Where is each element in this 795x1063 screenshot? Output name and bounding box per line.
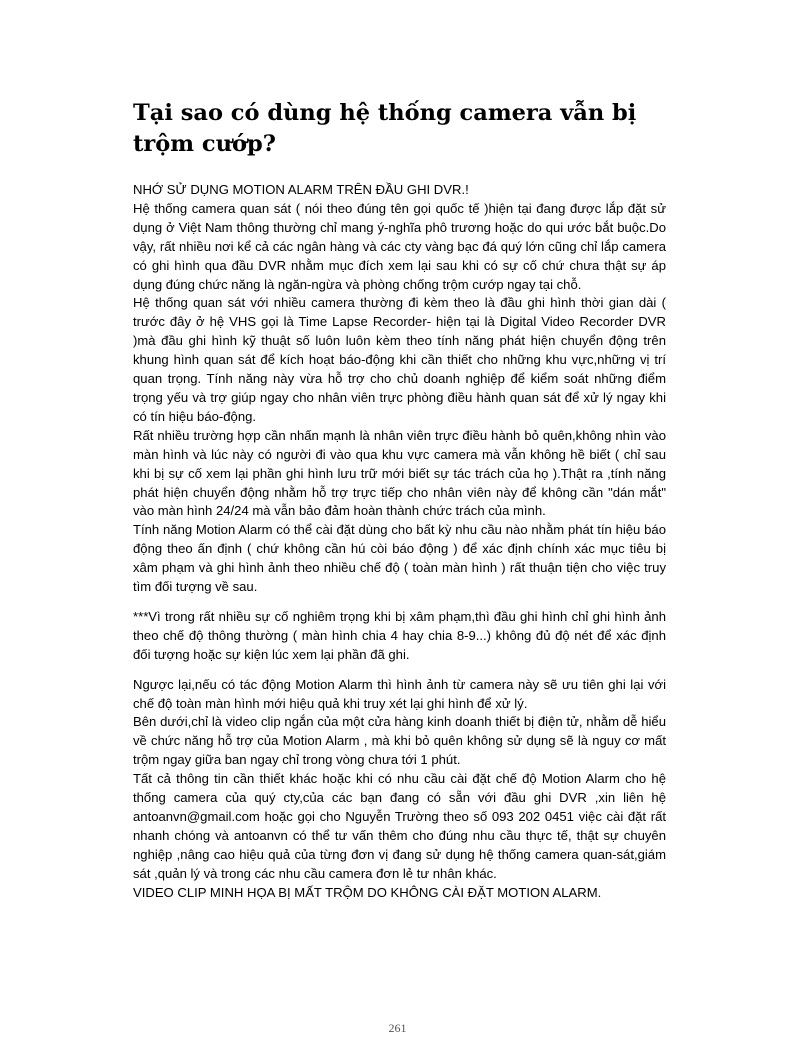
paragraph-motion-alarm: Tính năng Motion Alarm có thể cài đặt dùng cho bất kỳ nhu cầu nào nhằm phát tín hiệu báo động theo ấn định ( chứ không cần hú còi báo động ) để xác định chính xác mục tiêu bị xâm phạm và ghi hình ảnh theo nhiều chế độ ( toàn màn hình ) rất thuận tiện cho việc truy tìm đối tượng về sau. [133,522,666,595]
paragraph-note: ***Vì trong rất nhiều sự cố nghiêm trọng khi bị xâm phạm,thì đầu ghi hình chỉ ghi hình ảnh theo chế độ thông thường ( màn hình chia 4 hay chia 8-9...) không đủ độ nét để xác định đối tượng hoặc sự kiện lúc xem lại phần đã ghi. [133,608,666,662]
article-body [133,181,666,903]
paragraph-intro: Hệ thống camera quan sát ( nói theo đúng tên gọi quốc tế )hiện tại đang được lắp đặt sử dụng ở Việt Nam thông thường chỉ mang ý-nghĩa phô trương hoặc do qui ước bắt buộc.Do vậy, rất nhiều nơi kể cả các ngân hàng và các cty vàng bạc đá quý lớn cũng chỉ lắp camera có ghi hình qua đầu DVR nhằm mục đích xem lại sau khi có sự cố chứ chưa thật sự áp dụng đúng chức năng là ngăn-ngừa và phòng chống trộm cướp ngay tại chỗ. [133,200,666,292]
paragraph-cases: Rất nhiều trường hợp cần nhấn mạnh là nhân viên trực điều hành bỏ quên,không nhìn vào màn hình và lúc này có người đi vào qua khu vực camera mà vẫn không hề biết ( chỉ sau khi bị sự cố xem lại phần ghi hình lưu trữ mới biết sự tác trách của họ ).Thật ra ,tính năng phát hiện chuyển động nhằm hỗ trợ trực tiếp cho nhân viên này để không cần "dán mắt" vào màn hình 24/24 mà vẫn bảo đảm hoàn thành chức trách của mình. [133,427,666,519]
paragraph-contact: Tất cả thông tin cần thiết khác hoặc khi có nhu cầu cài đặt chế độ Motion Alarm cho hệ thống camera của quý cty,của các bạn đang có sẵn với đầu ghi DVR ,xin liên hệ antoanvn@gmail.com hoặc gọi cho Nguyễn Trường theo số 093 202 0451 việc cài đặt rất nhanh chóng và antoanvn có thể tư vấn thêm cho đúng nhu cầu thực tế, thật sự chuyên nghiệp ,nâng cao hiệu quả của từng đơn vị đang sử dụng hệ thống camera quan-sát,giám sát ,quản lý và trong các nhu cầu camera đơn lẻ tư nhân khác. [133,771,666,881]
article-title: Tại sao có dùng hệ thống camera vẫn bị trộm cướp? [133,100,637,157]
paragraph-heading: NHỚ SỬ DỤNG MOTION ALARM TRÊN ĐẦU GHI DVR.! [133,182,469,197]
paragraph-video: Bên dưới,chỉ là video clip ngắn của một cửa hàng kinh doanh thiết bị điện tử, nhằm dễ hiểu về chức năng hỗ trợ của Motion Alarm , mà khi bỏ quên không sử dụng sẽ là nguy cơ mất trộm ngay giữa ban ngay chỉ trong vòng chưa tới 1 phút. [133,714,666,768]
paragraph-system: Hệ thống quan sát với nhiều camera thường đi kèm theo là đầu ghi hình thời gian dài ( trước đây ở hệ VHS gọi là Time Lapse Recorder- hiện tại là Digital Video Recorder DVR )mà đầu ghi hình kỹ thuật số luôn luôn kèm theo tính năng phát hiện chuyển động trên khung hình quan sát để kích hoạt báo-động khi cần thiết cho những khu vực,những vị trí quan trọng. Tính năng này vừa hỗ trợ cho chủ doanh nghiệp để kiểm soát những điểm trọng yếu và trợ giúp ngay cho nhân viên trực phòng điều hành quan sát để xử lý ngay khi có tín hiệu báo-động. [133,295,666,424]
page-number: 261 [388,1021,407,1035]
paragraph-contrast: Ngược lại,nếu có tác động Motion Alarm thì hình ảnh từ camera này sẽ ưu tiên ghi lại với chế độ toàn màn hình mới hiệu quả khi truy xét lại ghi hình để xử lý. [133,676,666,711]
paragraph-video-caption: VIDEO CLIP MINH HỌA BỊ MẤT TRỘM DO KHÔNG CÀI ĐẶT MOTION ALARM. [133,884,602,900]
